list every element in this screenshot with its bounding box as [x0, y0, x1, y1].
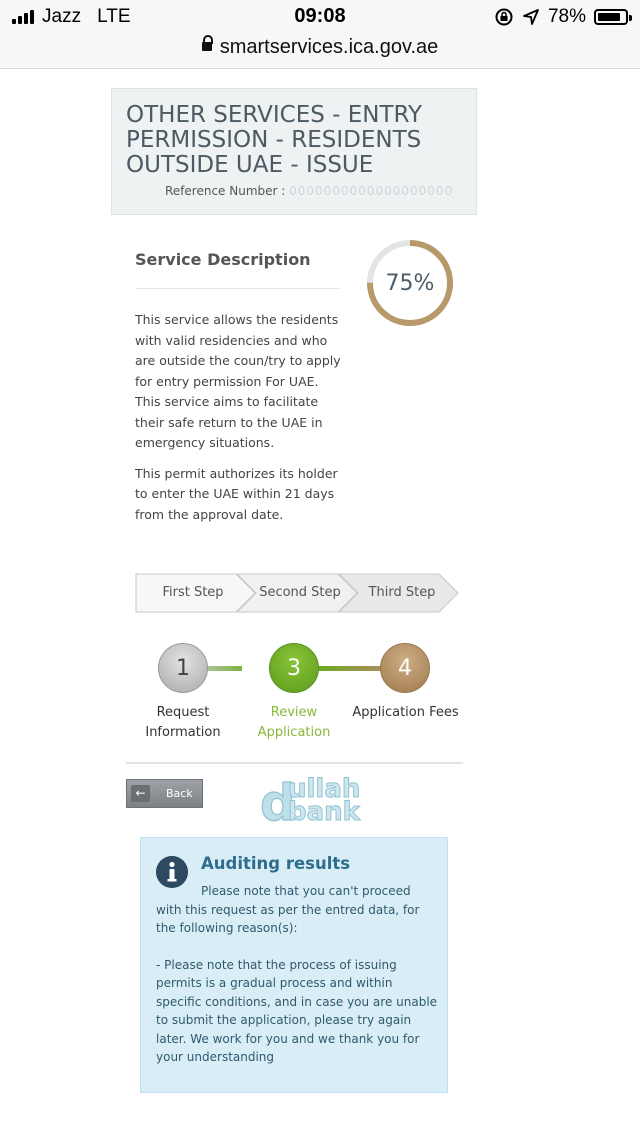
reference-number — [165, 184, 453, 198]
battery-percent: 78% — [547, 6, 586, 27]
network-type: LTE — [97, 6, 131, 27]
step-circle-3: 3 — [269, 643, 319, 693]
reference-value: 0000000000000000000 — [289, 184, 454, 198]
step-label-review-application: Review Application — [257, 705, 331, 740]
step-tabs — [135, 573, 460, 613]
tab-second-step[interactable]: Second Step — [259, 585, 341, 600]
back-button-label: Back — [166, 787, 193, 800]
svg-text:d: d — [260, 774, 296, 824]
tab-first-step[interactable]: First Step — [162, 585, 224, 600]
reference-label: Reference Number : — [165, 184, 286, 198]
progress-percent: 75% — [385, 271, 435, 296]
orientation-lock-icon — [494, 7, 514, 27]
progress-connector — [318, 666, 386, 671]
divider — [126, 762, 463, 764]
clock: 09:08 — [294, 5, 346, 27]
svg-text:ullah: ullah — [288, 774, 361, 804]
svg-text:bank: bank — [288, 797, 360, 824]
tab-third-step[interactable]: Third Step — [368, 585, 436, 600]
description-paragraph: This permit authorizes its holder to enter the UAE within 21 days from the approval date. — [135, 465, 338, 522]
alert-intro: Please note that you can't proceed with this request as per the entred data, for the following reason(s): — [156, 884, 420, 935]
service-description-title: Service Description — [135, 250, 311, 269]
step-circle-1: 1 — [158, 643, 208, 693]
battery-icon — [594, 9, 628, 25]
divider — [135, 288, 340, 289]
description-paragraph: This service allows the residents with valid residencies and who are outside the coun/try to apply for entry permission For UAE. This service aims to facilitate their safe return to the UAE in emergency situations. — [135, 312, 341, 450]
back-button[interactable] — [126, 779, 203, 808]
service-header — [111, 88, 477, 215]
progress-steps — [130, 640, 470, 750]
auditing-results-alert — [140, 837, 448, 1093]
alert-reason: - Please note that the process of issuing permits is a gradual process and within specific conditions, and in case you are unable to submit the application, please try again later. We work for you and we thank you for your understanding — [156, 957, 438, 1064]
location-arrow-icon — [522, 8, 540, 26]
status-right — [494, 6, 628, 28]
lock-icon — [202, 42, 212, 51]
arrow-left-icon: ← — [131, 785, 150, 802]
service-description — [135, 310, 345, 535]
carrier-name: Jazz — [42, 6, 82, 27]
url-bar[interactable] — [0, 34, 640, 69]
step-label-application-fees: Application Fees — [352, 705, 459, 720]
step-label-request-information: Request Information — [145, 705, 221, 740]
page-title: OTHER SERVICES - ENTRY PERMISSION - RESIDENTS OUTSIDE UAE - ISSUE — [126, 102, 423, 178]
watermark-logo — [258, 772, 383, 824]
alert-title: Auditing results — [201, 854, 351, 873]
status-bar — [0, 0, 640, 34]
step-circle-4: 4 — [380, 643, 430, 693]
url-text: smartservices.ica.gov.ae — [219, 36, 439, 58]
alert-body — [156, 882, 438, 1067]
